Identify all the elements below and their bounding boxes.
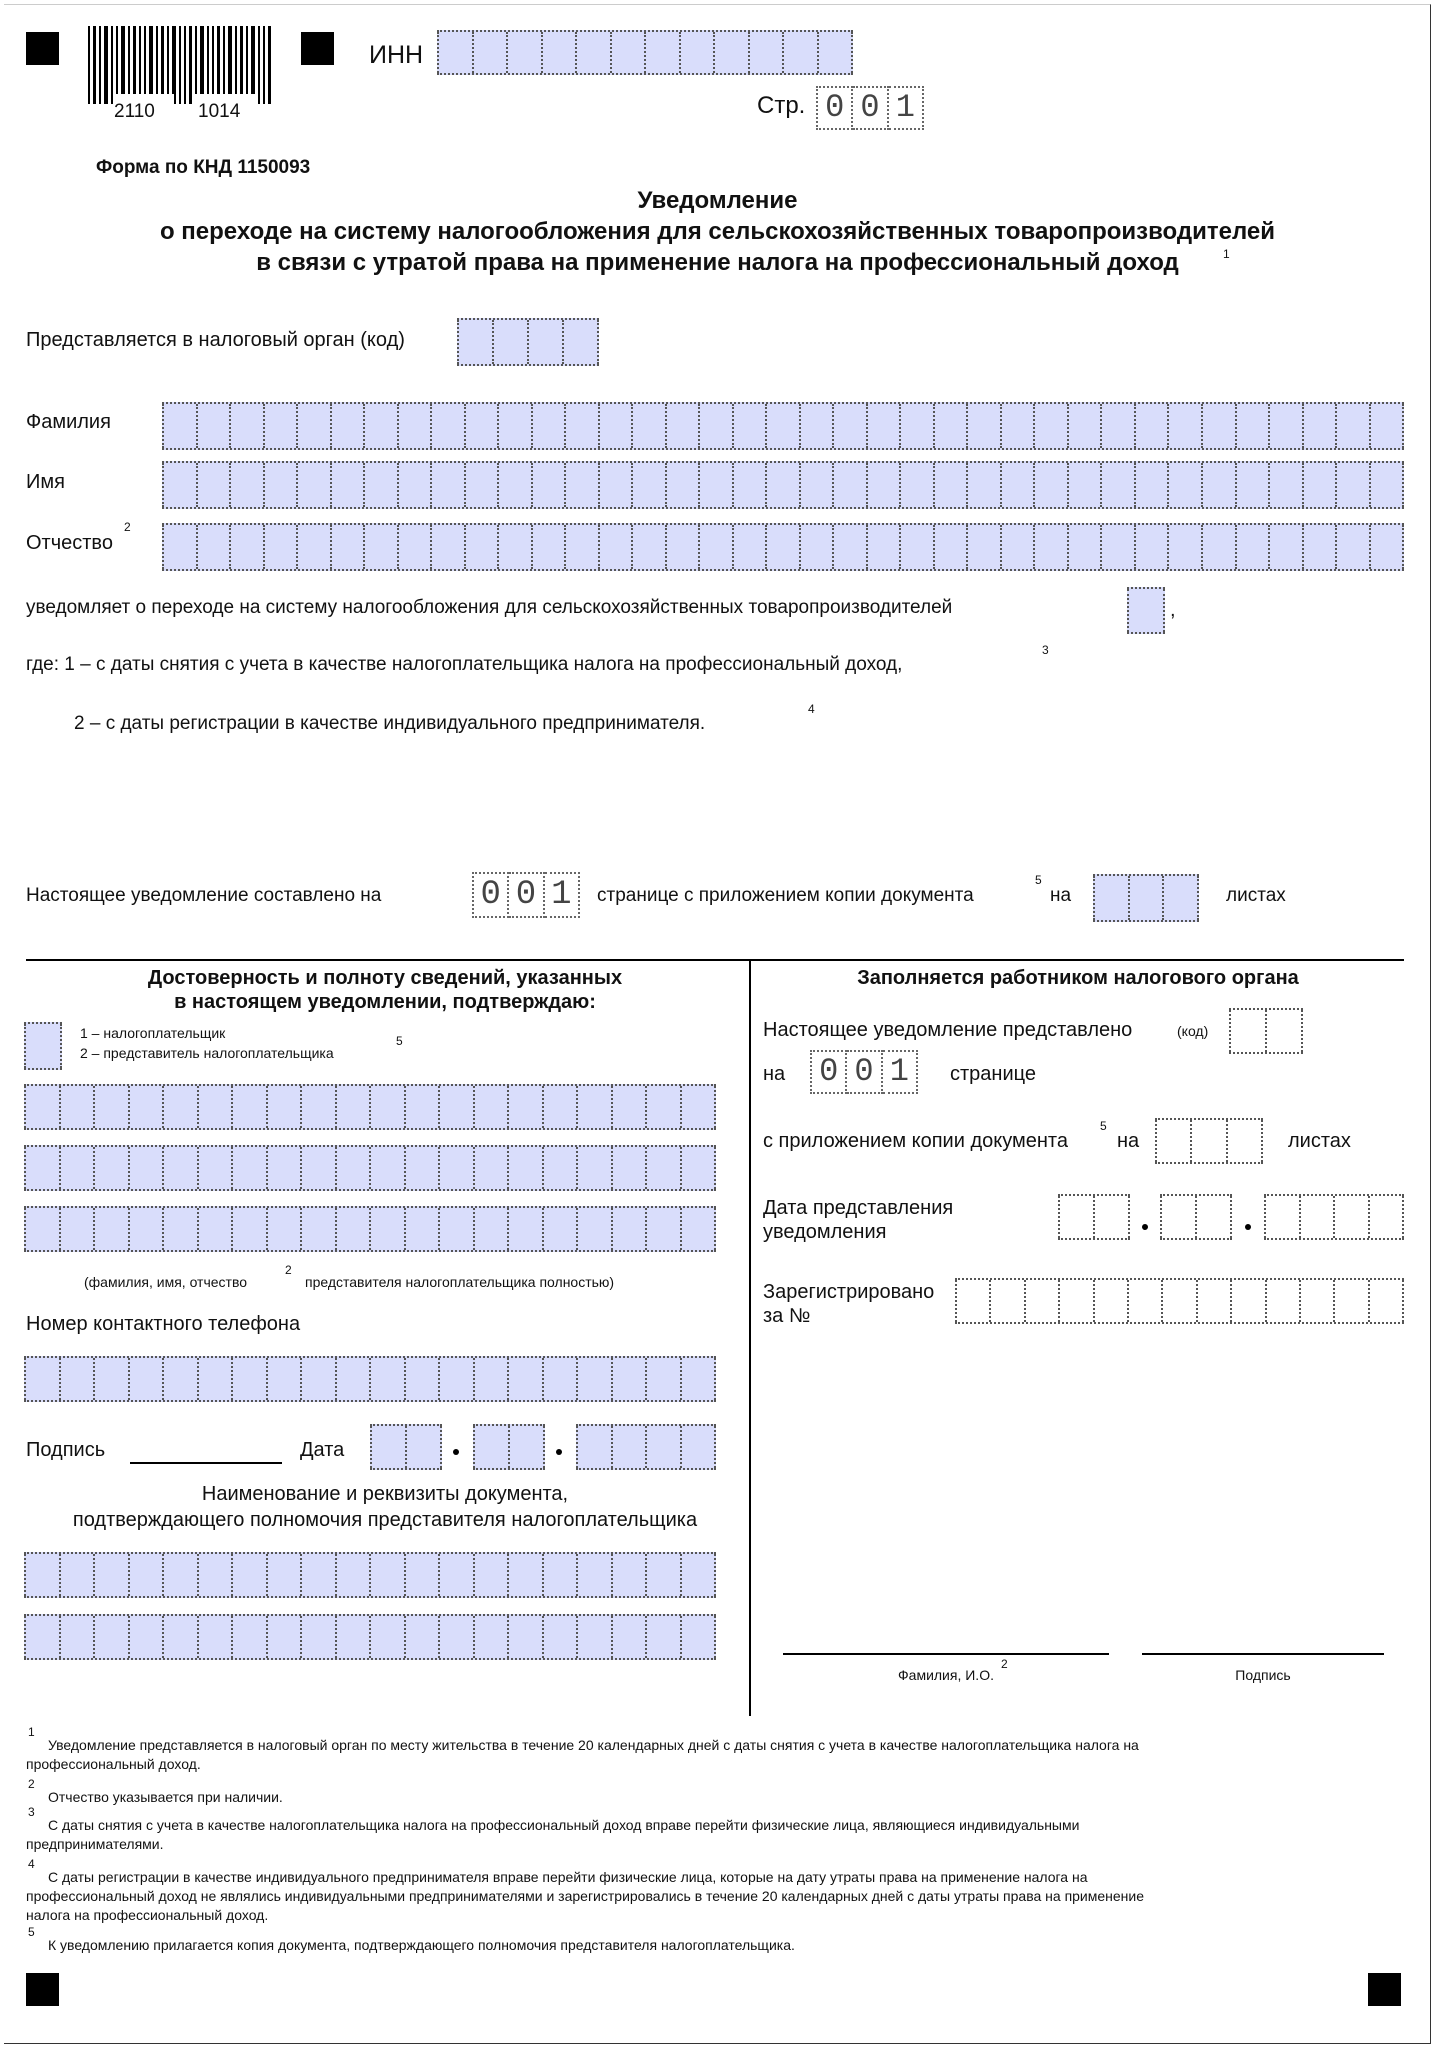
presented-date-separator-dot	[1142, 1224, 1148, 1230]
presented-date-separator-dot	[1245, 1224, 1251, 1230]
footnote-text: профессиональный доход не являлись индивидуальными предпринимателями и зарегистрировались в течение 20 календарных дней с даты утраты права на применение	[26, 1888, 1145, 1904]
tax-office-code-input[interactable]	[457, 318, 599, 366]
footnote-text: налога на профессиональный доход.	[26, 1907, 269, 1923]
phone-label: Номер контактного телефона	[26, 1313, 301, 1335]
representative-fio-line-3[interactable]	[24, 1206, 716, 1252]
form-code: Форма по КНД 1150093	[96, 157, 311, 178]
submitted-label: Настоящее уведомление представлено	[763, 1019, 1133, 1041]
patronymic-label: Отчество	[26, 532, 113, 554]
pages-middle-footnote-marker: 5	[1035, 873, 1042, 887]
title-line-3: в связи с утратой права на применение налога на профессиональный доход	[256, 249, 1179, 276]
pages-prefix: Настоящее уведомление составлено на	[26, 885, 382, 906]
footnote-text: С даты регистрации в качестве индивидуального предпринимателя вправе перейти физические лица, которые на дату утраты права на применение налога на	[48, 1869, 1088, 1885]
inn-input[interactable]	[437, 30, 853, 75]
footnote-text: С даты снятия с учета в качестве налогоплательщика налога на профессиональный доход вправе перейти физические лица, являющиеся индивидуальными	[48, 1817, 1080, 1833]
page-digit: 0	[853, 86, 888, 130]
fio-caption-b: представителя налогоплательщика полностью)	[305, 1274, 615, 1290]
presented-day-input[interactable]	[1058, 1194, 1130, 1240]
pages-middle: странице с приложением копии документа	[597, 885, 974, 906]
officer-sign-label: Подпись	[1235, 1667, 1291, 1683]
page-digit: 1	[889, 86, 924, 130]
attach-sheets-label: листах	[1288, 1130, 1351, 1152]
officer-signature-line[interactable]	[1142, 1653, 1384, 1655]
surname-label: Фамилия	[26, 411, 111, 433]
doc-caption-line-2: подтверждающего полномочия представителя налогоплательщика	[72, 1509, 698, 1531]
attachment-sheets-input[interactable]	[1093, 874, 1199, 922]
date-label: Дата	[300, 1439, 345, 1461]
title-line-2: о переходе на систему налогообложения для сельскохозяйственных товаропроизводителей	[159, 218, 1276, 245]
presented-month-input[interactable]	[1160, 1194, 1232, 1240]
pages-digit: 0	[472, 872, 509, 918]
presented-year-input[interactable]	[1264, 1194, 1404, 1240]
pages-digit: 1	[545, 872, 580, 918]
tax-office-label: Представляется в налоговый орган (код)	[26, 329, 405, 351]
surname-input[interactable]	[162, 402, 1404, 450]
registration-marker-top-right	[301, 32, 334, 65]
signer-type-input[interactable]	[24, 1022, 62, 1070]
attach-label: с приложением копии документа	[763, 1130, 1068, 1152]
fio-caption-a: (фамилия, имя, отчество	[84, 1274, 248, 1290]
page-word: странице	[950, 1063, 1036, 1085]
option-1-text: где: 1 – с даты снятия с учета в качестве налогоплательщика налога на профессиональный доход,	[26, 654, 903, 675]
page-label: Стр.	[757, 92, 806, 119]
authority-document-line-2[interactable]	[24, 1614, 716, 1660]
option-1-footnote-marker: 3	[1042, 643, 1049, 657]
pages-count-field	[472, 872, 580, 918]
signer-option-2: 2 – представитель налогоплательщика	[80, 1045, 334, 1061]
footnote-number: 5	[28, 1925, 35, 1939]
pages-on: на	[1050, 885, 1072, 906]
attach-footnote-marker: 5	[1100, 1119, 1107, 1133]
pages-digit: 0	[509, 872, 544, 918]
date-day-input[interactable]	[370, 1424, 442, 1470]
title-line-1: Уведомление	[637, 187, 798, 214]
registered-label-2: за №	[763, 1305, 811, 1327]
right-page-digit: 1	[883, 1050, 918, 1094]
signer-option-2-footnote-marker: 5	[396, 1034, 403, 1048]
date-month-input[interactable]	[473, 1424, 545, 1470]
phone-input[interactable]	[24, 1356, 716, 1402]
pages-suffix: листах	[1226, 885, 1286, 906]
footnote-number: 2	[28, 1777, 35, 1791]
fio-caption-footnote-marker: 2	[285, 1263, 292, 1277]
barcode-number-left: 2110	[114, 101, 155, 122]
footnote-text: профессиональный доход.	[26, 1756, 201, 1772]
right-page-number-field	[810, 1050, 918, 1094]
date-separator-dot	[453, 1449, 459, 1455]
right-page-digit: 0	[847, 1050, 882, 1094]
inn-label: ИНН	[369, 41, 424, 69]
page-on-label: на	[763, 1063, 786, 1085]
page-number-field	[816, 86, 924, 130]
date-presented-label-1: Дата представления	[763, 1197, 954, 1219]
barcode	[86, 26, 276, 106]
code-small-label: (код)	[1177, 1023, 1209, 1039]
date-separator-dot	[556, 1449, 562, 1455]
name-input[interactable]	[162, 461, 1404, 509]
registered-label-1: Зарегистрировано	[763, 1281, 935, 1303]
left-heading-line-1: Достоверность и полноту сведений, указанных	[147, 967, 623, 989]
footnote-text: предпринимателями.	[26, 1836, 164, 1852]
footnote-text: Уведомление представляется в налоговый орган по месту жительства в течение 20 календарных дней с даты снятия с учета в качестве налогоплательщика налога на	[48, 1737, 1139, 1753]
date-presented-label-2: уведомления	[763, 1221, 887, 1243]
option-2-text: 2 – с даты регистрации в качестве индивидуального предпринимателя.	[74, 713, 706, 734]
footnote-text: Отчество указывается при наличии.	[48, 1789, 283, 1805]
footnote-number: 4	[28, 1857, 35, 1871]
patronymic-footnote-marker: 2	[124, 520, 131, 534]
patronymic-input[interactable]	[162, 523, 1404, 571]
date-year-input[interactable]	[576, 1424, 716, 1470]
officer-fio-line[interactable]	[783, 1653, 1109, 1655]
barcode-number-right: 1014	[198, 101, 241, 122]
attach-on-label: на	[1117, 1130, 1140, 1152]
footnote-number: 3	[28, 1805, 35, 1819]
name-label: Имя	[26, 471, 65, 493]
attach-sheets-input[interactable]	[1155, 1118, 1263, 1164]
authority-document-line-1[interactable]	[24, 1552, 716, 1598]
doc-caption-line-1: Наименование и реквизиты документа,	[201, 1483, 569, 1505]
title-footnote-marker: 1	[1223, 247, 1230, 261]
footnote-number: 1	[28, 1725, 35, 1739]
submission-method-input[interactable]	[1229, 1008, 1303, 1054]
officer-fio-label: Фамилия, И.О.	[898, 1667, 994, 1683]
representative-fio-line-2[interactable]	[24, 1145, 716, 1191]
notifies-comma: ,	[1170, 599, 1176, 621]
section-divider	[26, 959, 1404, 961]
option-2-footnote-marker: 4	[808, 702, 815, 716]
registration-number-input[interactable]	[955, 1278, 1404, 1324]
right-page-digit: 0	[810, 1050, 847, 1094]
officer-fio-footnote-marker: 2	[1001, 1657, 1008, 1671]
column-divider	[749, 959, 751, 1716]
signer-option-1: 1 – налогоплательщик	[80, 1025, 226, 1041]
right-heading: Заполняется работником налогового органа	[857, 967, 1299, 989]
transition-option-input[interactable]	[1127, 587, 1165, 634]
registration-marker-top-left	[26, 32, 59, 65]
registration-marker-bottom-right	[1368, 1973, 1401, 2006]
page-digit: 0	[816, 86, 853, 130]
signature-line[interactable]	[130, 1462, 282, 1464]
registration-marker-bottom-left	[26, 1973, 59, 2006]
representative-fio-line-1[interactable]	[24, 1084, 716, 1130]
signature-label: Подпись	[26, 1439, 106, 1461]
left-heading-line-2: в настоящем уведомлении, подтверждаю:	[174, 991, 596, 1013]
footnote-text: К уведомлению прилагается копия документа, подтверждающего полномочия представителя налогоплательщика.	[48, 1937, 795, 1953]
notifies-text: уведомляет о переходе на систему налогообложения для сельскохозяйственных товаропроизводителей	[26, 597, 953, 618]
